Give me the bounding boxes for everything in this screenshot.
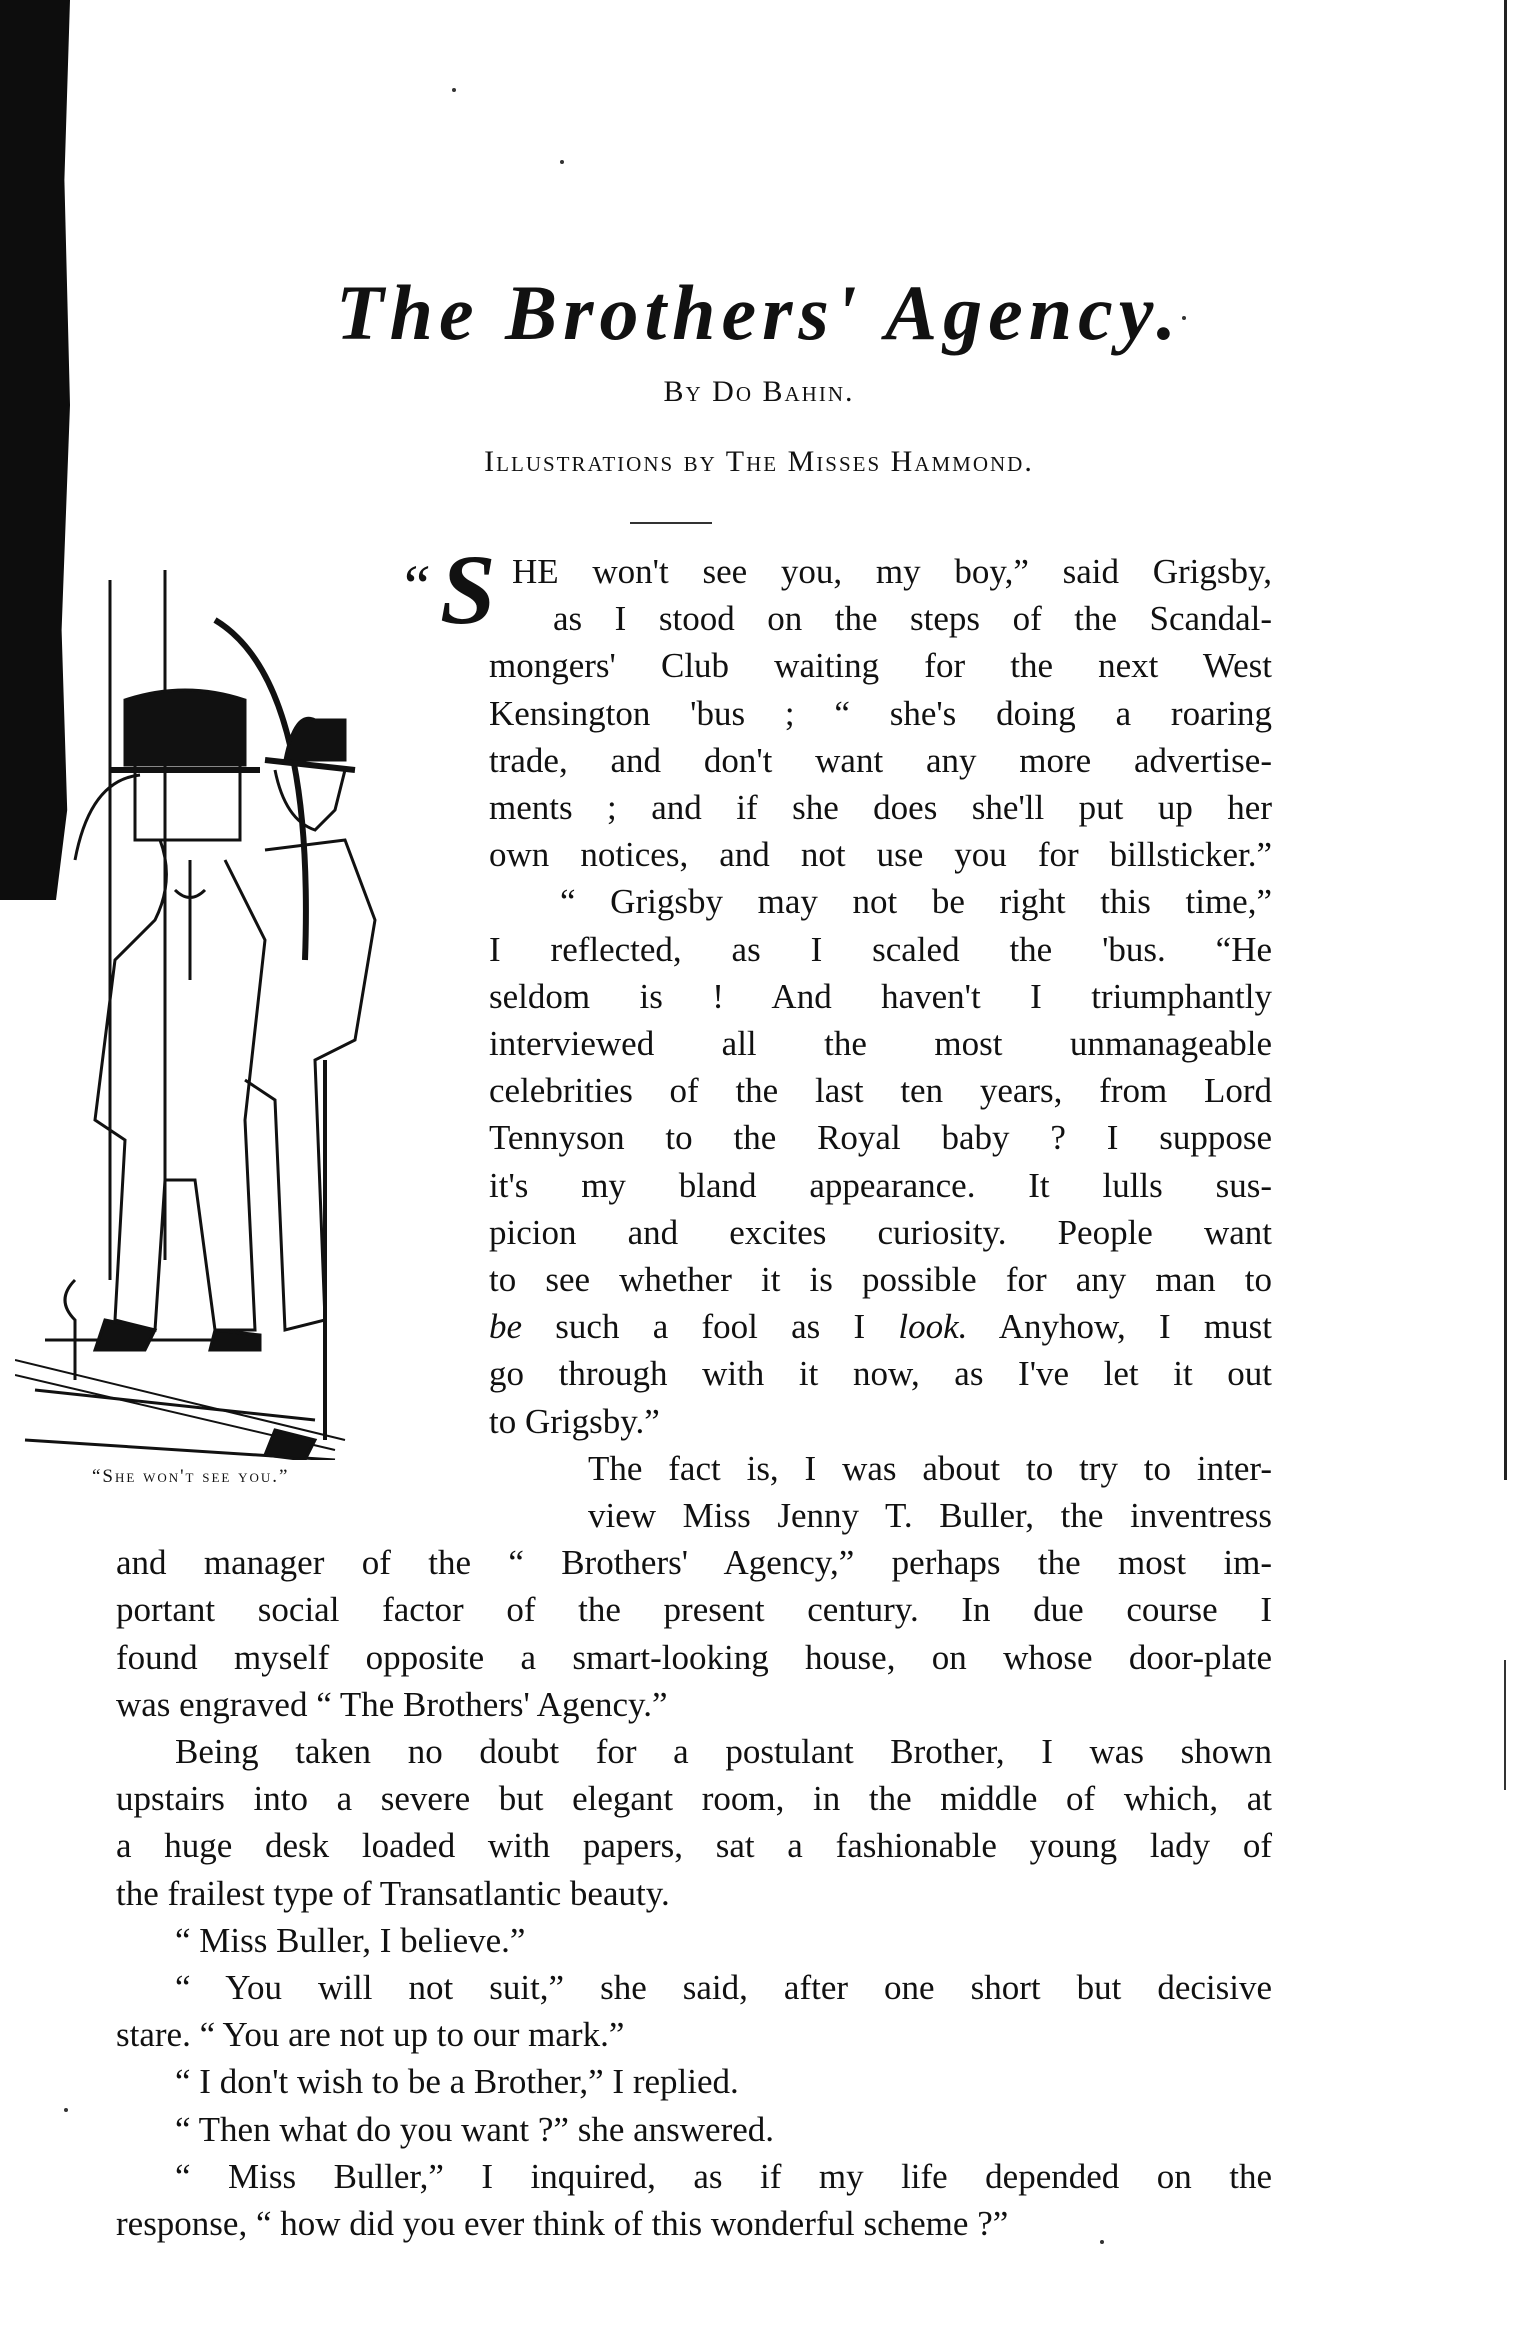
speck — [452, 88, 456, 92]
opening-quote-mark: “ — [398, 553, 432, 619]
italic-text: be — [489, 1307, 523, 1347]
text-line: was engraved “ The Brothers' Agency.” — [116, 1684, 668, 1724]
text-line: mongers' Club waiting for the next West — [489, 646, 1272, 686]
text-line: seldom is ! And haven't I triumphantly — [489, 976, 1272, 1016]
text-line: portant social factor of the present century. In due course I — [116, 1590, 1272, 1630]
text-line: “ I don't wish to be a Brother,” I replied. — [175, 2062, 739, 2102]
text-segment: such a fool as I — [522, 1307, 899, 1347]
text-line: it's my bland appearance. It lulls sus- — [489, 1165, 1272, 1205]
text-line: response, “ how did you ever think of this wonderful scheme ?” — [116, 2204, 1009, 2243]
text-segment: Anyhow, I must — [967, 1307, 1272, 1347]
text-line: trade, and don't want any more advertise- — [489, 740, 1272, 780]
text-line: celebrities of the last ten years, from Lord — [489, 1071, 1272, 1111]
text-line: as I stood on the steps of the Scandal- — [553, 599, 1272, 639]
text-line: HE won't see you, my boy,” said Grigsby, — [512, 552, 1272, 591]
page-edge-line — [1504, 0, 1507, 1480]
drop-cap-letter: S — [440, 534, 496, 645]
text-line: “ Grigsby may not be right this time,” — [560, 882, 1272, 922]
illustration-two-men-top-hats — [15, 560, 495, 1460]
text-line: to see whether it is possible for any man to — [489, 1260, 1272, 1299]
article-title: The Brothers' Agency. — [335, 269, 1183, 356]
speck — [64, 2108, 68, 2112]
text-line: to Grigsby.” — [489, 1401, 660, 1441]
text-line — [489, 1303, 1272, 1350]
text-line: I reflected, as I scaled the 'bus. “He — [489, 929, 1272, 969]
text-line: picion and excites curiosity. People want — [489, 1212, 1272, 1252]
text-line: own notices, and not use you for billsticker.” — [489, 835, 1272, 875]
text-line: upstairs into a severe but elegant room, in the middle of which, at — [116, 1779, 1272, 1819]
text-line: a huge desk loaded with papers, sat a fashionable young lady of — [116, 1826, 1272, 1866]
text-line: found myself opposite a smart-looking house, on whose door-plate — [116, 1637, 1272, 1677]
text-line: “ You will not suit,” she said, after one short but decisive — [175, 1968, 1272, 2007]
article-byline: By Do Bahin. — [663, 375, 855, 408]
text-line: Tennyson to the Royal baby ? I suppose — [489, 1118, 1272, 1158]
text-line: the frailest type of Transatlantic beauty. — [116, 1873, 670, 1913]
divider-rule — [630, 522, 712, 524]
text-line: Being taken no doubt for a postulant Brother, I was shown — [175, 1732, 1272, 1771]
text-line: go through with it now, as I've let it out — [489, 1354, 1272, 1394]
text-line: view Miss Jenny T. Buller, the inventress — [588, 1496, 1272, 1535]
page-edge-line — [1504, 1660, 1506, 1790]
text-line: “ Then what do you want ?” she answered. — [175, 2109, 775, 2149]
illustration-caption: “She won't see you.” — [92, 1466, 290, 1487]
italic-text: look. — [898, 1307, 968, 1347]
text-line: interviewed all the most unmanageable — [489, 1024, 1272, 1063]
text-line: “ Miss Buller, I believe.” — [175, 1920, 526, 1960]
text-line: The fact is, I was about to try to inter- — [588, 1448, 1272, 1488]
text-line: ments ; and if she does she'll put up her — [489, 788, 1272, 827]
text-line: “ Miss Buller,” I inquired, as if my life depended on the — [175, 2156, 1272, 2196]
text-line: and manager of the “ Brothers' Agency,” perhaps the most im- — [116, 1543, 1272, 1583]
illustrations-credit: Illustrations by The Misses Hammond. — [484, 445, 1034, 478]
text-line: Kensington 'bus ; “ she's doing a roaring — [489, 693, 1272, 733]
text-line: stare. “ You are not up to our mark.” — [116, 2015, 625, 2055]
speck — [560, 160, 564, 164]
